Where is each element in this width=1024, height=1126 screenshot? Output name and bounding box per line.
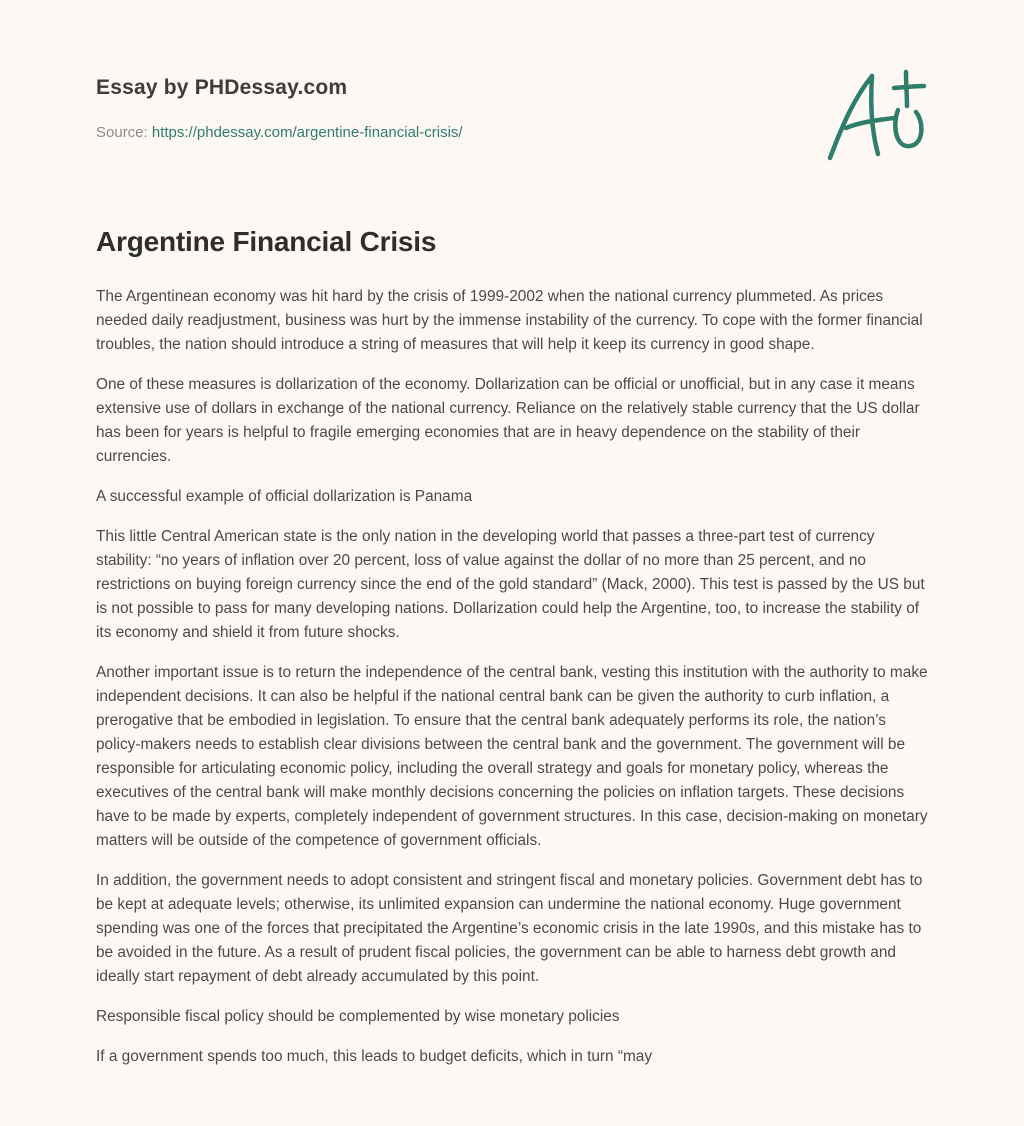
essay-title: Argentine Financial Crisis [96, 226, 437, 257]
essay-paragraph: The Argentinean economy was hit hard by the crisis of 1999-2002 when the national currency plummeted. As prices needed daily readjustment, business was hurt by the immense instability of the currency. To cope with the former financial troubles, the nation should introduce a string of measures that will help it keep its currency in good shape. [96, 288, 923, 353]
essay-subheading: A successful example of official dollarization is Panama [96, 488, 473, 505]
essay-paragraph: One of these measures is dollarization of the economy. Dollarization can be official or unofficial, but in any case it means extensive use of dollars in exchange of the national currency. Reliance on the relatively stable currency that the US dollar has been for years is helpful to fragile emerging economies that are in heavy dependence on the stability of their currencies. [96, 376, 920, 465]
source-line [96, 124, 463, 141]
site-brand: Essay by PHDessay.com [96, 76, 348, 99]
essay-subheading: Responsible fiscal policy should be complemented by wise monetary policies [96, 1008, 620, 1025]
source-label: Source: [96, 124, 152, 141]
essay-paragraph: Another important issue is to return the independence of the central bank, vesting this institution with the authority to make independent decisions. It can also be helpful if the national central bank can be given the authority to curb inflation, a prerogative that be embodied in legislation. To ensure that the central bank adequately performs its role, the nation’s policy-makers needs to establish clear divisions between the central bank and the government. The government will be responsible for articulating economic policy, including the overall strategy and goals for monetary policy, whereas the executives of the central bank will make monthly decisions concerning the policies on inflation targets. These decisions have to be made by experts, completely independent of government structures. In this case, decision-making on monetary matters will be outside of the competence of government officials. [96, 664, 928, 849]
essay-paragraph: If a government spends too much, this leads to budget deficits, which in turn “may [96, 1048, 653, 1065]
source-link[interactable]: https://phdessay.com/argentine-financial-crisis/ [151, 124, 463, 141]
a-plus-logo-icon [820, 66, 930, 166]
essay-body [96, 285, 932, 1085]
essay-paragraph: In addition, the government needs to adopt consistent and stringent fiscal and monetary policies. Government debt has to be kept at adequate levels; otherwise, its unlimited expansion can undermine the national economy. Huge government spending was one of the forces that precipitated the Argentine’s economic crisis in the late 1990s, and this mistake has to be avoided in the future. As a result of prudent fiscal policies, the government can be able to harness debt growth and ideally start repayment of debt already accumulated by this point. [96, 872, 923, 985]
essay-paragraph: This little Central American state is the only nation in the developing world that passes a three-part test of currency stability: “no years of inflation over 20 percent, loss of value against the dollar of no more than 25 percent, and no restrictions on buying foreign currency since the end of the gold standard” (Mack, 2000). This test is passed by the US but is not possible to pass for many developing nations. Dollarization could help the Argentine, too, to increase the stability of its economy and shield it from future shocks. [96, 528, 925, 641]
